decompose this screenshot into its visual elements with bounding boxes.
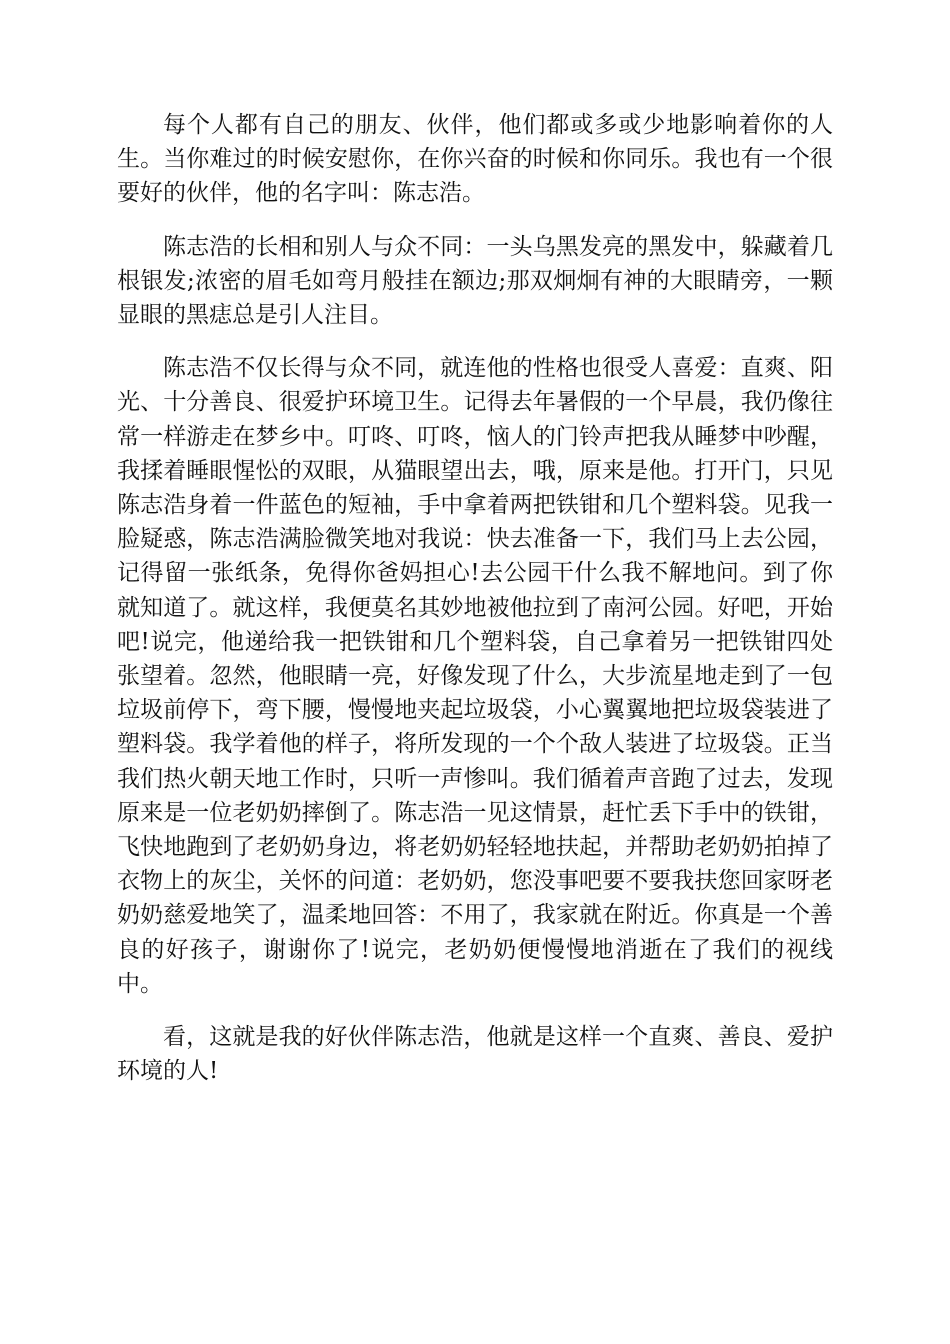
paragraph-intro: 每个人都有自己的朋友、伙伴，他们都或多或少地影响着你的人生。当你难过的时候安慰你，在你兴奋的时候和你同乐。我也有一个很要好的伙伴，他的名字叫：陈志浩。 <box>117 112 833 207</box>
paragraph-appearance: 陈志浩的长相和别人与众不同：一头乌黑发亮的黑发中，躲藏着几根银发;浓密的眉毛如弯月般挂在额边;那双炯炯有神的大眼睛旁，一颗显眼的黑痣总是引人注目。 <box>117 233 833 329</box>
paragraph-conclusion: 看，这就是我的好伙伴陈志浩，他就是这样一个直爽、善良、爱护环境的人! <box>117 1024 833 1085</box>
paragraph-story: 陈志浩不仅长得与众不同，就连他的性格也很受人喜爱：直爽、阳光、十分善良、很爱护环境卫生。记得去年暑假的一个早晨，我仍像往常一样游走在梦乡中。叮咚、叮咚，恼人的门铃声把我从睡梦中吵醒，我揉着睡眼惺忪的双眼，从猫眼望出去，哦，原来是他。打开门，只见陈志浩身着一件蓝色的短袖，手中拿着两把铁钳和几个塑料袋。见我一脸疑惑，陈志浩满脸微笑地对我说：快去准备一下，我们马上去公园，记得留一张纸条，免得你爸妈担心!去公园干什么我不解地问。到了你就知道了。就这样，我便莫名其妙地被他拉到了南河公园。好吧，开始吧!说完，他递给我一把铁钳和几个塑料袋，自己拿着另一把铁钳四处张望着。忽然，他眼睛一亮，好像发现了什么，大步流星地走到了一包垃圾前停下，弯下腰，慢慢地夹起垃圾袋，小心翼翼地把垃圾袋装进了塑料袋。我学着他的样子，将所发现的一个个敌人装进了垃圾袋。正当我们热火朝天地工作时，只听一声惨叫。我们循着声音跑了过去，发现原来是一位老奶奶摔倒了。陈志浩一见这情景，赶忙丢下手中的铁钳，飞快地跑到了老奶奶身边，将老奶奶轻轻地扶起，并帮助老奶奶拍掉了衣物上的灰尘，关怀的问道：老奶奶，您没事吧要不要我扶您回家呀老奶奶慈爱地笑了，温柔地回答：不用了，我家就在附近。你真是一个善良的好孩子，谢谢你了!说完，老奶奶便慢慢地消逝在了我们的视线中。 <box>117 355 833 997</box>
document-body <box>117 108 833 1107</box>
